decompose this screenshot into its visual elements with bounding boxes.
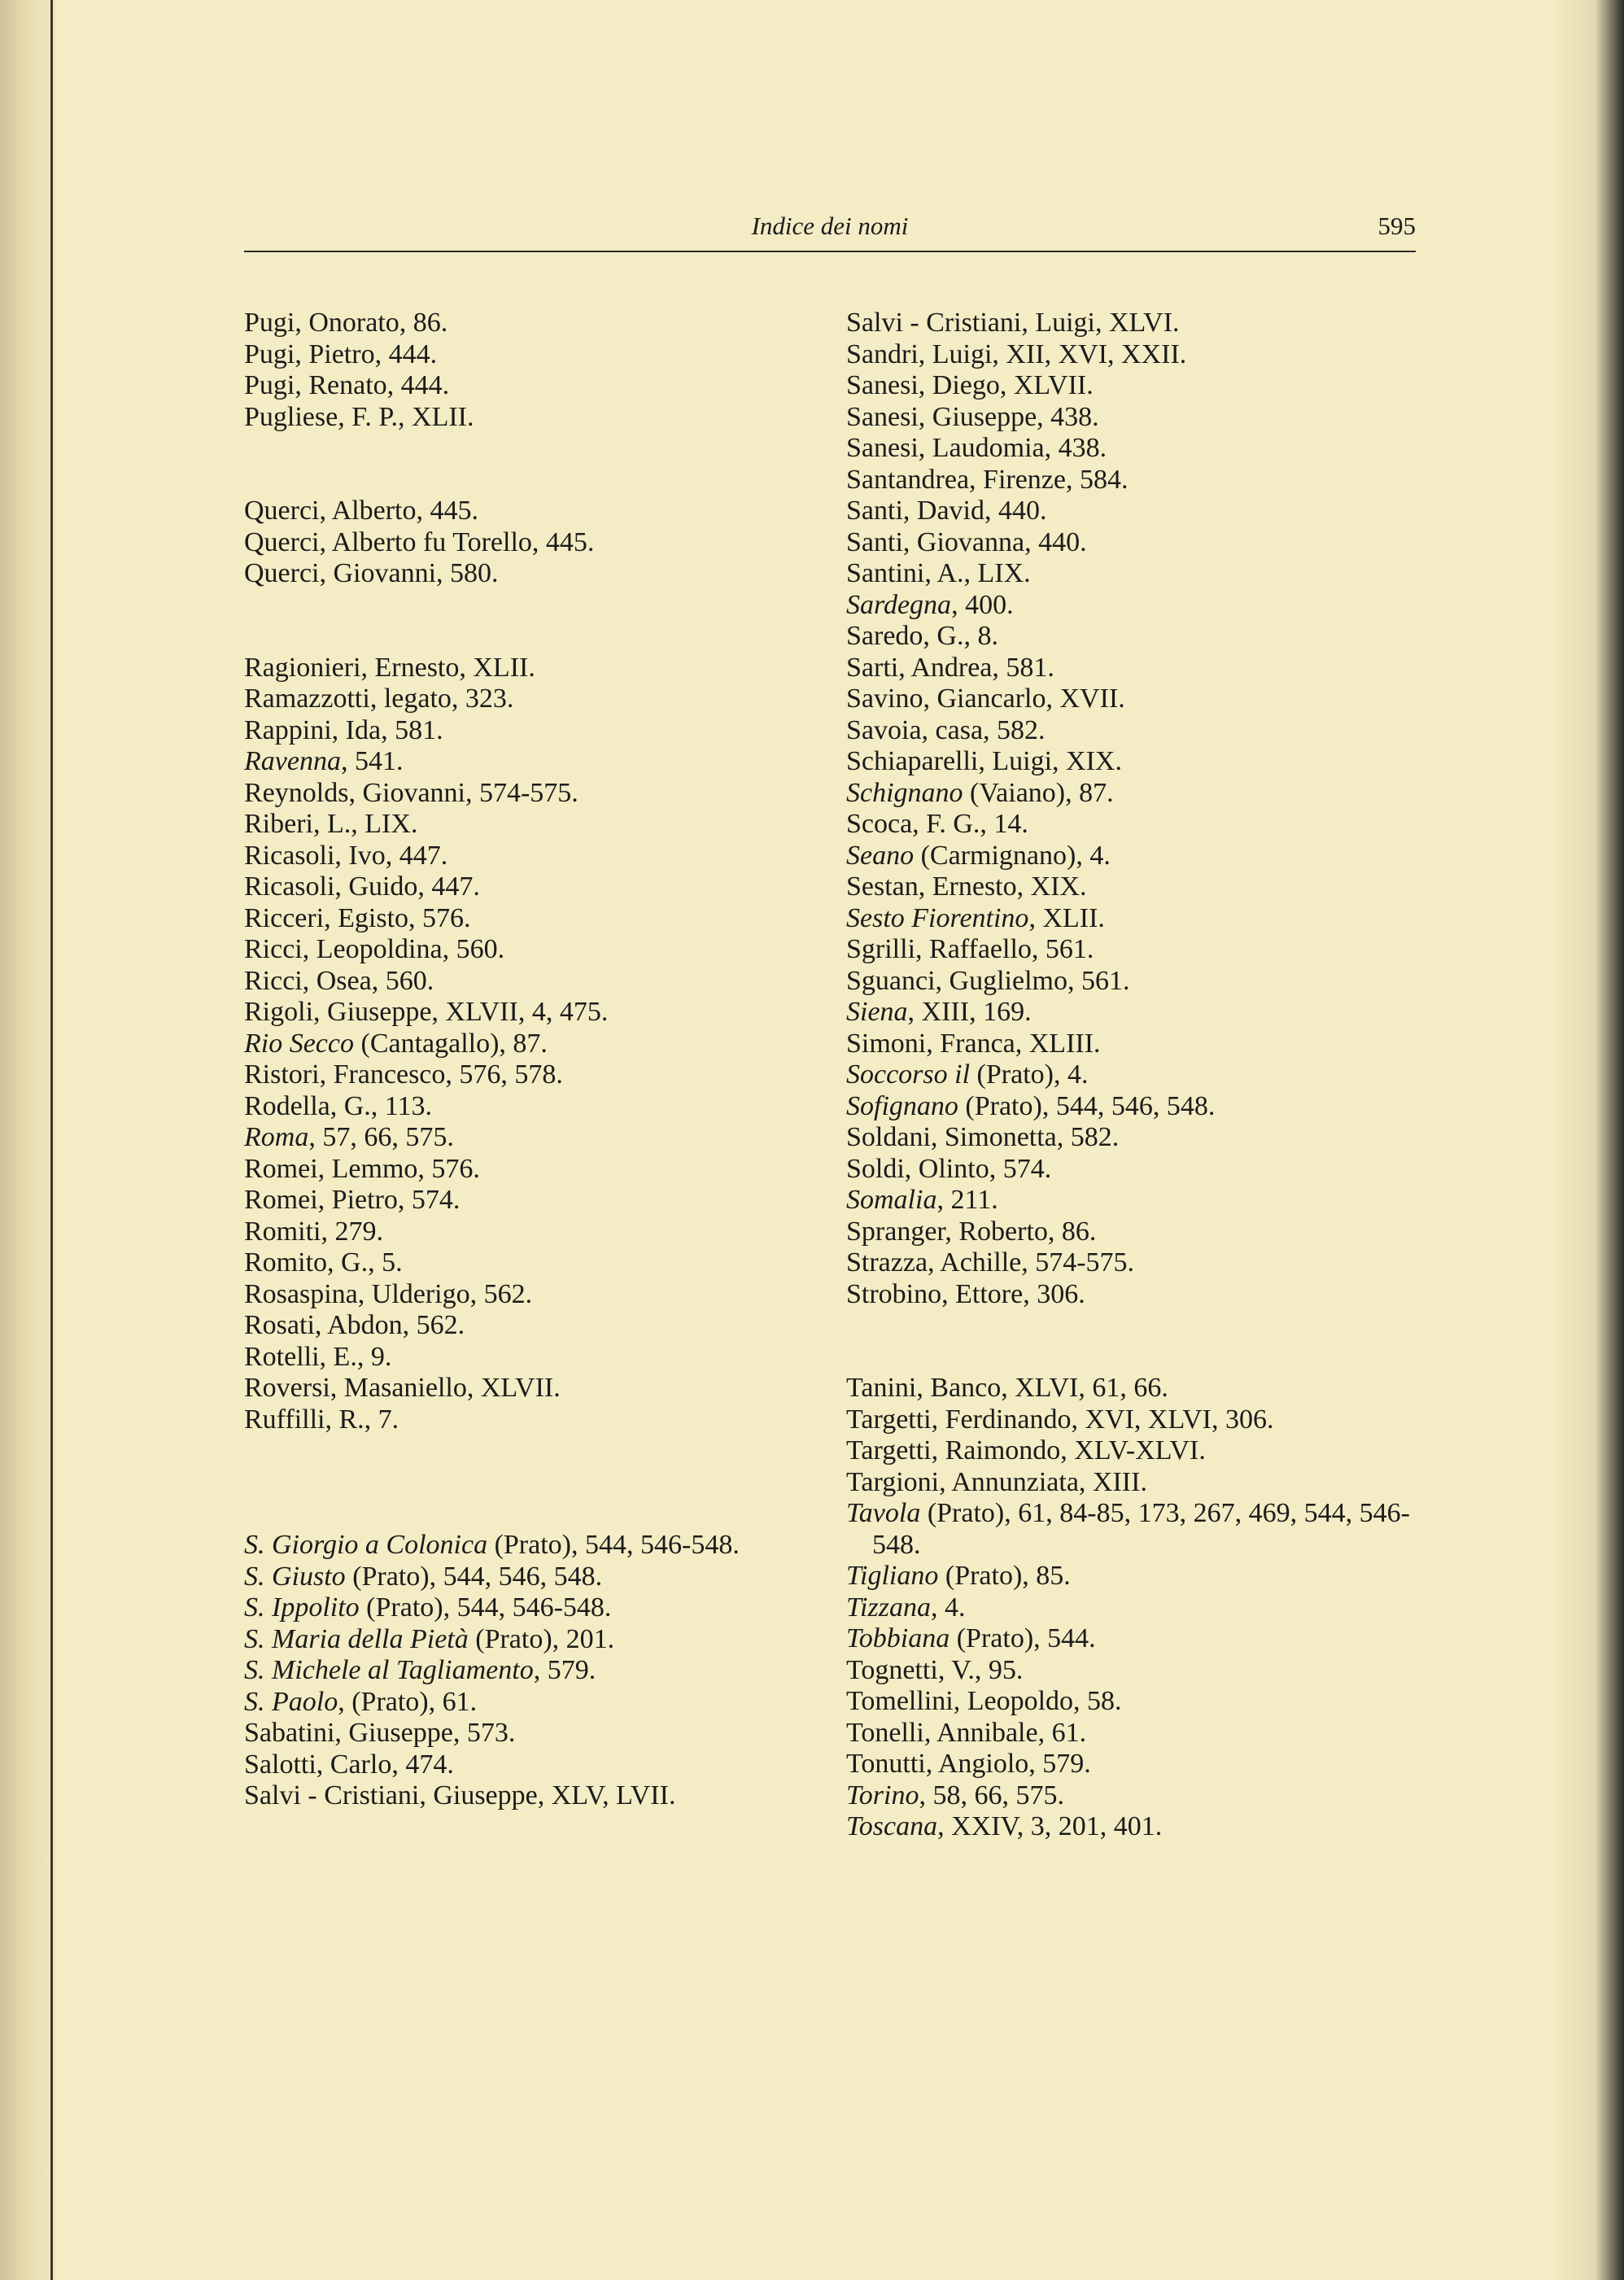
entry-refs: , 579.: [533, 1655, 596, 1685]
place-name: Rio Secco: [244, 1028, 354, 1059]
index-entry: [846, 903, 1416, 935]
entry-refs: (Prato), 85.: [938, 1561, 1071, 1591]
entry-refs: (Prato), 544, 546, 548.: [958, 1090, 1216, 1121]
index-entry: Ruffilli, R., 7.: [244, 1404, 399, 1435]
place-name: Sofignano: [846, 1090, 958, 1121]
index-entry: [244, 1561, 805, 1593]
index-entry: Savoia, casa, 582.: [846, 714, 1046, 745]
index-entry: Sanesi, Giuseppe, 438.: [846, 401, 1099, 432]
index-entry: [846, 1811, 1416, 1843]
index-entry: [244, 1624, 805, 1656]
place-name: Tizzana: [846, 1592, 931, 1623]
index-entry: Reynolds, Giovanni, 574-575.: [244, 777, 578, 808]
index-entry: Pugi, Pietro, 444.: [244, 339, 438, 369]
place-name: Tigliano: [846, 1561, 939, 1591]
index-entry: Soldani, Simonetta, 582.: [846, 1122, 1120, 1152]
index-entry: Romei, Lemmo, 576.: [244, 1153, 480, 1184]
index-entry: [846, 1498, 1416, 1561]
index-entry: [244, 1530, 805, 1561]
place-name: Sardegna: [846, 589, 952, 620]
index-entry: Spranger, Roberto, 86.: [846, 1216, 1097, 1247]
entry-refs: (Prato), 544, 546, 548.: [345, 1561, 603, 1592]
index-entry: Ragionieri, Ernesto, XLII.: [244, 652, 535, 683]
book-spine-shadow: [0, 0, 57, 2280]
index-entry: Schiaparelli, Luigi, XIX.: [846, 746, 1122, 776]
entry-refs: (Prato), 544, 546-548.: [487, 1530, 740, 1560]
index-entry: Santandrea, Firenze, 584.: [846, 464, 1129, 495]
place-name: Tavola: [846, 1498, 921, 1528]
index-entry: Romiti, 279.: [244, 1216, 383, 1247]
index-entry: [846, 1185, 1416, 1216]
place-name: S. Giorgio a Colonica: [244, 1530, 488, 1560]
index-entry: Rosaspina, Ulderigo, 562.: [244, 1278, 533, 1309]
index-entry: Targioni, Annunziata, XIII.: [846, 1466, 1147, 1497]
index-entry: [846, 1561, 1416, 1592]
entry-refs: , XIII, 169.: [907, 997, 1032, 1027]
index-entry: Savino, Giancarlo, XVII.: [846, 684, 1125, 714]
index-entry: Santini, A., LIX.: [846, 558, 1031, 588]
binding-edge: [50, 0, 53, 2280]
index-entry: Sandri, Luigi, XII, XVI, XXII.: [846, 339, 1187, 369]
entry-refs: , 400.: [951, 589, 1014, 620]
index-entry: Ricceri, Egisto, 576.: [244, 902, 471, 933]
index-entry: Rigoli, Giuseppe, XLVII, 4, 475.: [244, 997, 609, 1027]
index-entry: Soldi, Olinto, 574.: [846, 1153, 1052, 1184]
index-entry: Ricasoli, Ivo, 447.: [244, 840, 448, 871]
place-name: Schignano: [846, 777, 963, 808]
index-entry: [846, 1091, 1416, 1123]
index-entry: [244, 746, 805, 778]
place-name: S. Maria della Pietà: [244, 1623, 469, 1654]
index-entry: [846, 997, 1416, 1029]
index-entry: Sestan, Ernesto, XIX.: [846, 871, 1087, 902]
index-entry: Pugi, Onorato, 86.: [244, 308, 448, 338]
index-entry: Santi, David, 440.: [846, 496, 1047, 526]
index-entry: Tognetti, V., 95.: [846, 1654, 1024, 1685]
index-entry: Strazza, Achille, 574-575.: [846, 1247, 1135, 1278]
entry-refs: (Prato), 544.: [950, 1623, 1096, 1653]
index-entry: Sabatini, Giuseppe, 573.: [244, 1718, 516, 1748]
index-entry: [244, 1029, 805, 1060]
entry-refs: (Prato), 61, 84-85, 173, 267, 469, 544, 546-548.: [872, 1498, 1410, 1560]
index-entry: Santi, Giovanna, 440.: [846, 526, 1087, 557]
place-name: Roma: [244, 1122, 309, 1152]
entry-refs: , 4.: [930, 1592, 966, 1623]
index-entry: [244, 1122, 805, 1154]
index-entry: Querci, Alberto, 445.: [244, 496, 478, 526]
index-entry: Sarti, Andrea, 581.: [846, 652, 1054, 683]
page-header: [244, 210, 1416, 252]
index-entry: Ricci, Osea, 560.: [244, 965, 434, 996]
place-name: Siena: [846, 997, 908, 1027]
index-entry: Strobino, Ettore, 306.: [846, 1278, 1085, 1309]
entry-refs: (Vaiano), 87.: [963, 777, 1114, 808]
index-entry: Simoni, Franca, XLIII.: [846, 1028, 1101, 1059]
index-entry: Sgrilli, Raffaello, 561.: [846, 934, 1094, 964]
index-entry: Scoca, F. G., 14.: [846, 809, 1028, 839]
index-entry: Salvi - Cristiani, Luigi, XLVI.: [846, 308, 1180, 338]
index-entry: [244, 1592, 805, 1624]
running-title: Indice dei nomi: [751, 212, 909, 240]
index-entry: [244, 1655, 805, 1687]
page-edge-shadow: [1551, 0, 1624, 2280]
entry-refs: , 541.: [340, 746, 404, 776]
index-entry: [846, 1059, 1416, 1091]
index-entry: Sanesi, Diego, XLVII.: [846, 370, 1094, 400]
index-entry: Rodella, G., 113.: [244, 1090, 433, 1121]
entry-refs: (Prato), 544, 546-548.: [359, 1592, 612, 1623]
entry-refs: , XLII.: [1028, 902, 1105, 933]
letter-gap: [244, 1435, 805, 1530]
index-entry: [846, 1780, 1416, 1812]
place-name: Soccorso il: [846, 1059, 971, 1090]
place-name: Torino: [846, 1780, 919, 1810]
index-entry: Salvi - Cristiani, Giuseppe, XLV, LVII.: [244, 1780, 676, 1810]
index-entry: Ricasoli, Guido, 447.: [244, 871, 480, 902]
index-entry: Rotelli, E., 9.: [244, 1341, 392, 1372]
place-name: S. Michele al Tagliamento: [244, 1655, 534, 1685]
index-column-left: [244, 308, 805, 1812]
index-entry: Querci, Alberto fu Torello, 445.: [244, 526, 595, 557]
index-entry: Sguanci, Guglielmo, 561.: [846, 965, 1130, 996]
index-entry: Tonelli, Annibale, 61.: [846, 1717, 1087, 1748]
index-entry: Tanini, Banco, XLVI, 61, 66.: [846, 1373, 1168, 1403]
entry-refs: , (Prato), 61.: [338, 1686, 478, 1717]
entry-refs: (Cantagallo), 87.: [354, 1028, 548, 1059]
index-entry: [846, 778, 1416, 810]
index-entry: [846, 841, 1416, 872]
index-entry: Roversi, Masaniello, XLVII.: [244, 1373, 561, 1403]
place-name: Tobbiana: [846, 1623, 950, 1653]
index-entry: Ristori, Francesco, 576, 578.: [244, 1059, 563, 1090]
entry-refs: (Prato), 4.: [970, 1059, 1089, 1090]
index-entry: Ramazzotti, legato, 323.: [244, 684, 514, 714]
index-entry: Tonutti, Angiolo, 579.: [846, 1749, 1091, 1779]
page-number: 595: [1377, 212, 1416, 240]
index-column-right: [846, 308, 1416, 1843]
place-name: Ravenna: [244, 746, 341, 776]
index-entry: Riberi, L., LIX.: [244, 809, 418, 839]
index-entry: Targetti, Ferdinando, XVI, XLVI, 306.: [846, 1404, 1274, 1435]
index-entry: [244, 1687, 805, 1719]
index-entry: Rappini, Ida, 581.: [244, 714, 443, 745]
index-entry: Pugliese, F. P., XLII.: [244, 401, 474, 432]
entry-refs: (Carmignano), 4.: [914, 840, 1111, 871]
index-entry: Ricci, Leopoldina, 560.: [244, 934, 505, 964]
index-entry: Sanesi, Laudomia, 438.: [846, 433, 1107, 463]
index-entry: Romito, G., 5.: [244, 1247, 403, 1278]
index-entry: Salotti, Carlo, 474.: [244, 1749, 454, 1780]
place-name: Sesto Fiorentino: [846, 902, 1029, 933]
index-entry: Rosati, Abdon, 562.: [244, 1310, 465, 1340]
index-entry: [846, 1592, 1416, 1624]
index-entry: [846, 1623, 1416, 1655]
place-name: Somalia: [846, 1185, 937, 1215]
letter-gap: [846, 1310, 1416, 1373]
letter-gap: [244, 590, 805, 653]
index-entry: Querci, Giovanni, 580.: [244, 558, 499, 588]
place-name: Toscana: [846, 1811, 938, 1841]
place-name: S. Giusto: [244, 1561, 346, 1592]
place-name: S. Ippolito: [244, 1592, 360, 1623]
index-entry: Targetti, Raimondo, XLV-XLVI.: [846, 1435, 1206, 1465]
place-name: S. Paolo: [244, 1686, 338, 1717]
entry-refs: , 211.: [936, 1185, 998, 1215]
entry-refs: , 57, 66, 575.: [308, 1122, 454, 1152]
entry-refs: , XXIV, 3, 201, 401.: [937, 1811, 1163, 1841]
index-entry: Romei, Pietro, 574.: [244, 1185, 461, 1215]
entry-refs: (Prato), 201.: [468, 1623, 615, 1654]
index-entry: Pugi, Renato, 444.: [244, 370, 450, 400]
letter-gap: [244, 433, 805, 496]
index-entry: Saredo, G., 8.: [846, 621, 998, 651]
index-entry: [846, 590, 1416, 622]
index-entry: Tomellini, Leopoldo, 58.: [846, 1686, 1122, 1716]
place-name: Seano: [846, 840, 915, 871]
entry-refs: , 58, 66, 575.: [919, 1780, 1064, 1810]
